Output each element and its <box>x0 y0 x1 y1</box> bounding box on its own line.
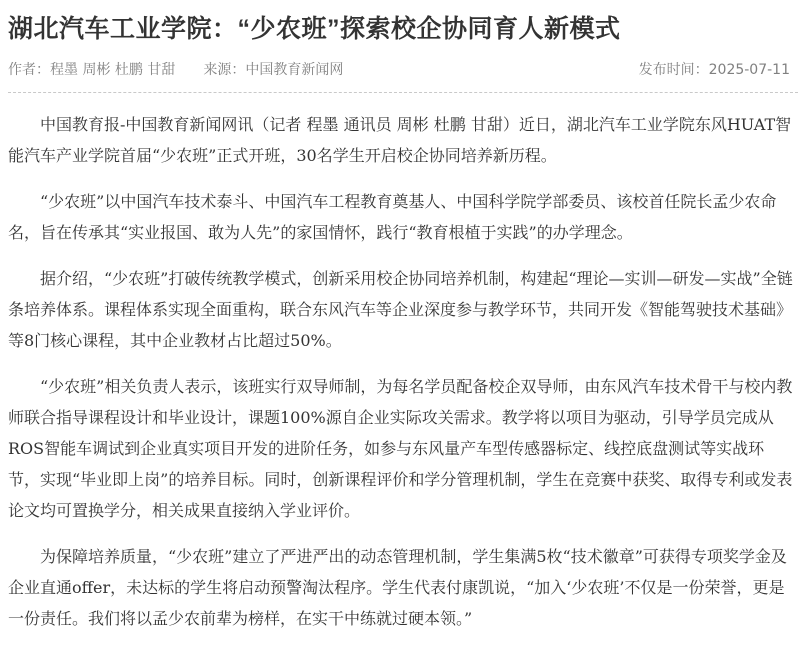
meta-author-source <box>8 60 343 80</box>
paragraph-5: 为保障培养质量，“少农班”建立了严进严出的动态管理机制，学生集满5枚“技术徽章”可获得专项奖学金及企业直通offer，未达标的学生将启动预警淘汰程序。学生代表付康凯说，“加入‘少农班’不仅是一份荣誉，更是一份责任。我们将以孟少农前辈为榜样，在实干中练就过硬本领。” <box>8 547 787 628</box>
author-names: 程墨 周彬 杜鹏 甘甜 <box>50 62 176 78</box>
paragraph-1: 中国教育报-中国教育新闻网讯（记者 程墨 通讯员 周彬 杜鹏 甘甜）近日，湖北汽车工业学院东风HUAT智能汽车产业学院首届“少农班”正式开班，30名学生开启校企协同培养新历程。 <box>8 115 792 165</box>
page-title: 湖北汽车工业学院：“少农班”探索校企协同育人新模式 <box>8 15 621 43</box>
article-meta <box>8 60 798 80</box>
publish-time-label: 发布时间： <box>638 62 709 78</box>
source-label: 来源： <box>203 62 246 78</box>
publish-date: 2025-07-11 <box>708 62 790 78</box>
meta-divider <box>8 92 798 93</box>
author-label: 作者： <box>8 62 50 78</box>
article-body <box>8 109 798 634</box>
paragraph-3: 据介绍，“少农班”打破传统教学模式，创新采用校企协同培养机制，构建起“理论—实训—研发—实战”全链条培养体系。课程体系实现全面重构，联合东风汽车等企业深度参与教学环节，共同开发《智能驾驶技术基础》等8门核心课程，其中企业教材占比超过50%。 <box>8 269 793 350</box>
paragraph-2: “少农班”以中国汽车技术泰斗、中国汽车工程教育奠基人、中国科学院学部委员、该校首任院长孟少农命名，旨在传承其“实业报国、敢为人先”的家国情怀，践行“教育根植于实践”的办学理念。 <box>8 192 777 242</box>
source-name: 中国教育新闻网 <box>245 62 344 78</box>
paragraph-4: “少农班”相关负责人表示，该班实行双导师制，为每名学员配备校企双导师，由东风汽车技术骨干与校内教师联合指导课程设计和毕业设计，课题100%源自企业实际攻关需求。教学将以项目为驱动，引导学员完成从ROS智能车调试到企业真实项目开发的进阶任务，如参与东风量产车型传感器标定、线控底盘测试等实战环节，实现“毕业即上岗”的培养目标。同时，创新课程评价和学分管理机制，学生在竞赛中获奖、取得专利或发表论文均可置换学分，相关成果直接纳入学业评价。 <box>8 377 793 520</box>
meta-publish-time <box>639 60 798 80</box>
